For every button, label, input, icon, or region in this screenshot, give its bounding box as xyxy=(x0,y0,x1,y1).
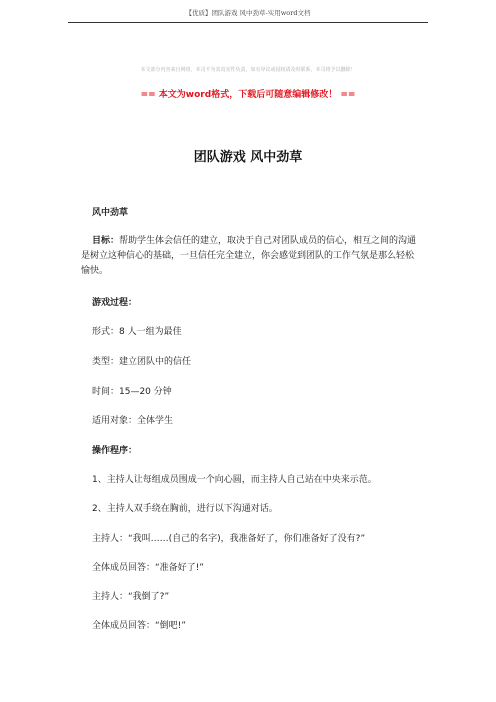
disclaimer-text: 本文部分内容来自网络，本司不为其真实性负责，如有异议或侵权请及时联系，本司将予以删除！ xyxy=(140,67,356,73)
process-heading: 游戏过程： xyxy=(92,298,138,308)
dialog-host-1: 主持人：“我叫……(自己的名字)，我准备好了，你们准备好了没有?” xyxy=(92,534,366,544)
step-1: 1、主持人让每组成员围成一个向心圆，而主持人自己站在中央来示范。 xyxy=(92,475,377,485)
dialog-group-2: 全体成员回答：“倒吧!” xyxy=(92,621,186,631)
form-line: 形式：8 人一组为最佳 xyxy=(92,327,182,337)
goal-paragraph xyxy=(81,234,419,279)
dialog-group-1: 全体成员回答：“准备好了!” xyxy=(92,563,204,573)
goal-label: 目标： xyxy=(92,236,120,246)
steps-heading: 操作程序： xyxy=(92,446,138,456)
section-subtitle: 风中劲草 xyxy=(92,208,129,218)
dialog-host-2: 主持人：“我倒了?” xyxy=(92,592,170,602)
word-format-banner: == 本文为word格式，下载后可随意编辑修改！ == xyxy=(140,90,356,100)
document-header: 【优质】团队游戏 风中劲草-实用word文档 xyxy=(185,9,311,17)
page-title: 团队游戏 风中劲草 xyxy=(193,150,303,165)
goal-text: 帮助学生体会信任的建立，取决于自己对团队成员的信心，相互之间的沟通是树立这种信心的基础，一旦信任完全建立，你会感觉到团队的工作气氛是那么轻松愉快。 xyxy=(81,236,417,276)
type-line: 类型：建立团队中的信任 xyxy=(92,357,192,367)
step-2: 2、主持人双手绕在胸前，进行以下沟通对话。 xyxy=(92,504,278,514)
audience-line: 适用对象：全体学生 xyxy=(92,416,174,426)
header-divider xyxy=(68,22,428,23)
time-line: 时间：15—20 分钟 xyxy=(92,387,172,397)
